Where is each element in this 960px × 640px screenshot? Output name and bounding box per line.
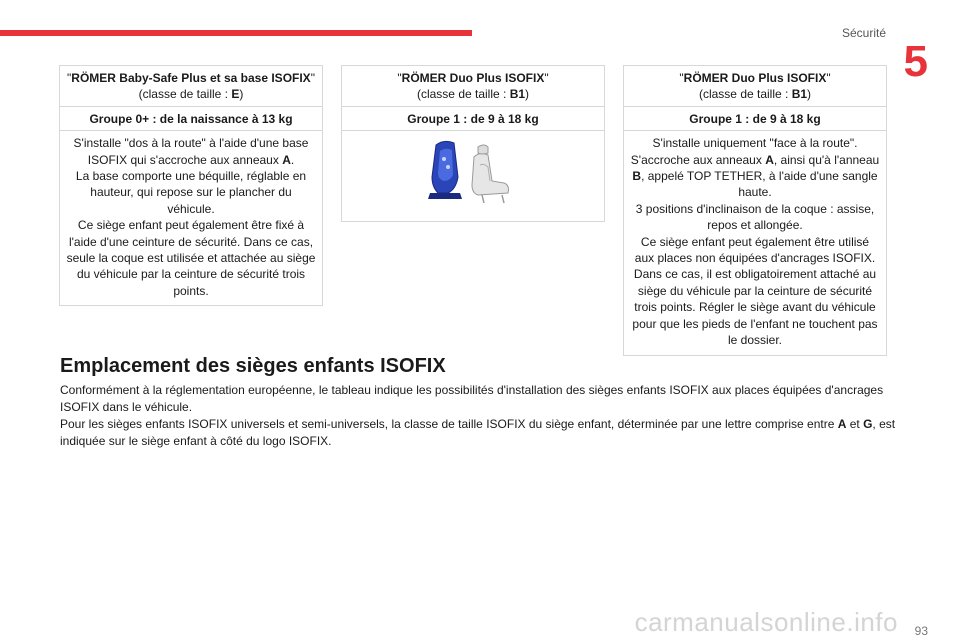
seat-name: RÖMER Duo Plus ISOFIX — [401, 71, 545, 85]
seat-card-3 — [623, 65, 887, 356]
size-class: B1 — [509, 87, 526, 102]
paragraph: Pour les sièges enfants ISOFIX universels et semi-universels, la classe de taille ISOFIX du siège enfant, déterminée par une lettre comprise entre A et G, est indiquée sur le siège enfant à côté du logo ISOFIX. — [60, 417, 896, 448]
weight-group: Groupe 1 : de 9 à 18 kg — [342, 107, 604, 131]
seat-description: S'installe uniquement "face à la route". S'accroche aux anneaux A, ainsi qu'à l'anneau B, appelé TOP TETHER, à l'aide d'une sangle haute. 3 positions d'inclinaison de la coque : assise, repos et allongée. Ce siège enfant peut également être utilisé aux places non équipées d'ancrages ISOFIX. Dans ce cas, il est obligatoirement attaché au siège du véhicule par la ceinture de sécurité trois points. Régler le siège avant du véhicule pour que les pieds de l'enfant ne touchent pas le dossier. — [630, 136, 880, 348]
card-header: "RÖMER Duo Plus ISOFIX" (classe de taille : B1) — [342, 66, 604, 107]
page-number: 93 — [914, 624, 928, 638]
header-accent-bar — [0, 30, 472, 36]
weight-group: Groupe 1 : de 9 à 18 kg — [624, 107, 886, 131]
card-header: "RÖMER Duo Plus ISOFIX" (classe de taille : B1) — [624, 66, 886, 107]
seat-name: RÖMER Duo Plus ISOFIX — [683, 71, 827, 85]
section-body — [60, 382, 900, 450]
seat-description: S'installe "dos à la route" à l'aide d'une base ISOFIX qui s'accroche aux anneaux A. La base comporte une béquille, réglable en hauteur, qui repose sur le plancher du véhicule. Ce siège enfant peut également être fixé à l'aide d'une ceinture de sécurité. Dans ce cas, seule la coque est utilisée et attachée au siège du véhicule par la ceinture de sécurité trois points. — [66, 136, 316, 298]
child-seat-icon — [426, 137, 516, 207]
seat-image-cell — [342, 131, 604, 221]
seat-card-2 — [341, 65, 605, 222]
watermark: carmanualsonline.info — [634, 607, 898, 637]
card-header: "RÖMER Baby-Safe Plus et sa base ISOFIX" (classe de taille : E) — [60, 66, 322, 107]
section-title: Sécurité — [841, 26, 886, 40]
section-heading: Emplacement des sièges enfants ISOFIX — [60, 355, 446, 377]
seat-name: RÖMER Baby-Safe Plus et sa base ISOFIX — [71, 71, 311, 85]
weight-group: Groupe 0+ : de la naissance à 13 kg — [60, 107, 322, 131]
size-class: E — [231, 87, 240, 102]
chapter-number: 5 — [903, 37, 928, 86]
seat-card-1 — [59, 65, 323, 306]
paragraph: Conformément à la réglementation européenne, le tableau indique les possibilités d'installation des sièges enfants ISOFIX aux places équipées d'ancrages ISOFIX dans le véhicule. — [60, 383, 884, 414]
size-class: B1 — [791, 87, 808, 102]
